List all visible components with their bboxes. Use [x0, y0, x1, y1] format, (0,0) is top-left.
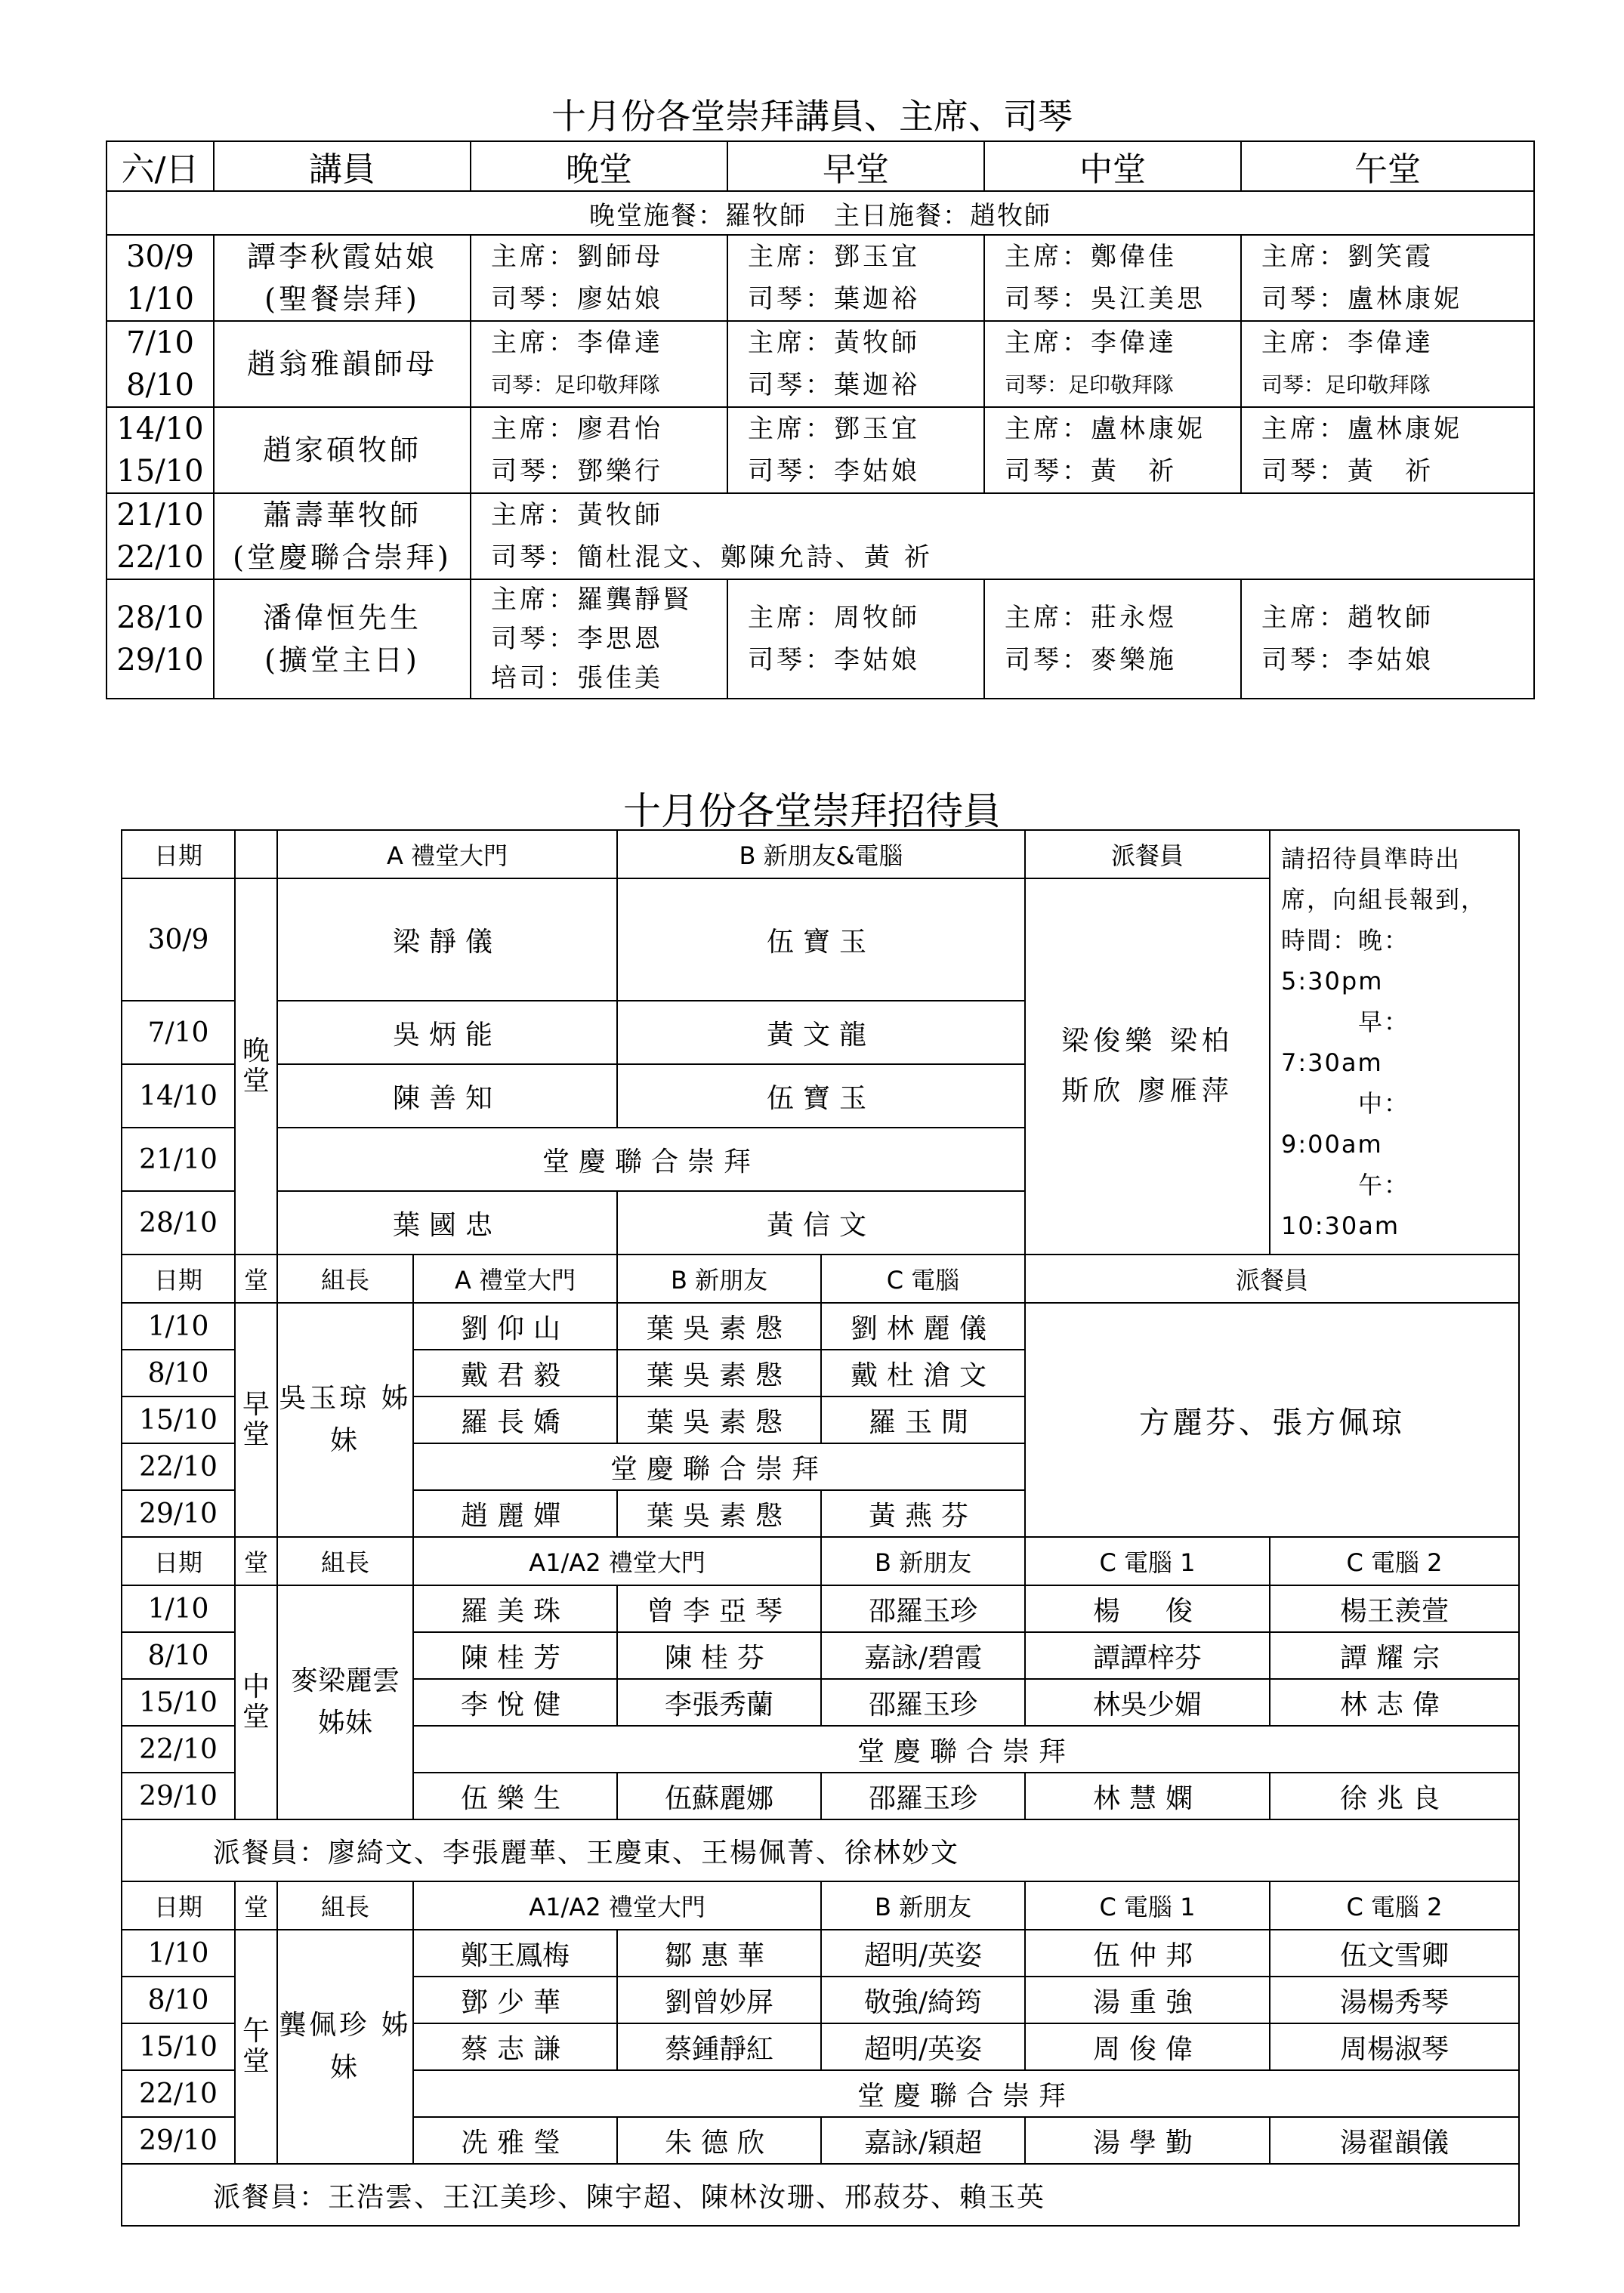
- computer-usher: 劉林麗儀: [821, 1303, 1025, 1350]
- computer-usher-1: 周俊偉: [1025, 2023, 1270, 2070]
- newcomer-usher: 邵羅玉珍: [821, 1773, 1025, 1819]
- header-date: 日期: [122, 1537, 235, 1585]
- date: 8/10: [126, 368, 194, 403]
- computer-usher-2: 楊王羨萱: [1270, 1585, 1519, 1632]
- meal-servers: 派餐員：廖綺文、李張麗華、王慶東、王楊佩菁、徐林妙文: [122, 1819, 1519, 1881]
- pianist: 司琴：李姑娘: [1261, 645, 1434, 675]
- date: 14/10: [122, 1064, 235, 1128]
- header-date: 日期: [122, 1255, 235, 1303]
- date: 15/10: [122, 2023, 235, 2070]
- newcomer-usher: 黃信文: [617, 1191, 1025, 1255]
- notice-line: 中：9:00am: [1281, 1089, 1410, 1159]
- chair: 主席：盧林康妮: [1261, 414, 1462, 444]
- gate-usher-2: 劉曾妙屏: [617, 1977, 821, 2023]
- newcomer-usher: 伍寶玉: [617, 1064, 1025, 1128]
- chair: 主席：劉笑霞: [1261, 242, 1434, 272]
- date: 22/10: [122, 2070, 235, 2117]
- date: 1/10: [122, 1303, 235, 1350]
- header-gate: A 禮堂大門: [413, 1255, 617, 1303]
- date: 1/10: [122, 1930, 235, 1977]
- trainee-pianist: 培司：張佳美: [491, 663, 663, 693]
- gate-usher-1: 羅美珠: [413, 1585, 617, 1632]
- chair: 主席：莊永煜: [1005, 603, 1177, 633]
- schedule-row: [107, 407, 1534, 493]
- group-leader: 龔佩珍 姊妹: [277, 1930, 413, 2164]
- meal-servers: 梁俊樂 梁柏斯欣 廖雁萍: [1025, 878, 1270, 1255]
- gate-usher: 趙麗嬋: [413, 1490, 617, 1537]
- notice-line: 午：10:30am: [1281, 1171, 1410, 1240]
- usher-notice: [1270, 830, 1519, 1255]
- date: 22/10: [116, 540, 204, 575]
- gate-usher: 劉仰山: [413, 1303, 617, 1350]
- service-label: 中堂: [235, 1585, 277, 1819]
- header-leader: 組長: [277, 1881, 413, 1930]
- chair: 主席：鄭偉佳: [1005, 242, 1177, 272]
- newcomer-usher: 邵羅玉珍: [821, 1679, 1025, 1726]
- gate-usher-1: 鄭王鳳梅: [413, 1930, 617, 1977]
- header-gate: A1/A2 禮堂大門: [413, 1537, 821, 1585]
- schedule-row: [107, 321, 1534, 407]
- date: 7/10: [126, 326, 194, 360]
- header-date: 日期: [122, 830, 235, 878]
- joint-service: 堂慶聯合崇拜: [413, 1443, 1025, 1490]
- gate-usher: 吳炳能: [277, 1001, 617, 1064]
- group-leader: 吳玉琼 姊妹: [277, 1303, 413, 1537]
- newcomer-usher: 葉吳素慇: [617, 1303, 821, 1350]
- header-server: 派餐員: [1025, 1255, 1519, 1303]
- joint-service: 堂慶聯合崇拜: [413, 2070, 1519, 2117]
- newcomer-usher: 葉吳素慇: [617, 1490, 821, 1537]
- computer-usher-2: 伍文雪卿: [1270, 1930, 1519, 1977]
- computer-usher-1: 林吳少媚: [1025, 1679, 1270, 1726]
- chair: 主席：盧林康妮: [1005, 414, 1206, 444]
- date: 22/10: [122, 1443, 235, 1490]
- meal-note: 晚堂施餐：羅牧師 主日施餐：趙牧師: [107, 191, 1534, 235]
- chair: 主席：趙牧師: [1261, 603, 1434, 633]
- computer-usher-1: 湯學勤: [1025, 2117, 1270, 2164]
- gate-usher-2: 鄒惠華: [617, 1930, 821, 1977]
- header-service: 堂: [235, 1537, 277, 1585]
- header-computer-2: C 電腦 2: [1270, 1881, 1519, 1930]
- pianist: 司琴：麥樂施: [1005, 645, 1177, 675]
- speaker: 趙家碩牧師: [262, 434, 421, 467]
- header-gate: A1/A2 禮堂大門: [413, 1881, 821, 1930]
- service-label: 午堂: [235, 1930, 277, 2164]
- chair: 主席：黃牧師: [748, 328, 920, 358]
- newcomer-usher: 邵羅玉珍: [821, 1585, 1025, 1632]
- meal-servers: 方麗芬、張方佩琼: [1025, 1303, 1519, 1537]
- date: 7/10: [122, 1001, 235, 1064]
- date: 15/10: [122, 1679, 235, 1726]
- date: 28/10: [122, 1191, 235, 1255]
- newcomer-usher: 伍寶玉: [617, 878, 1025, 1001]
- newcomer-usher: 葉吳素慇: [617, 1350, 821, 1396]
- gate-usher-2: 伍蘇麗娜: [617, 1773, 821, 1819]
- pianist: 司琴：足印敬拜隊: [1005, 372, 1175, 397]
- chair: 主席：李偉達: [491, 328, 663, 358]
- chair: 主席：羅龔靜賢: [491, 585, 692, 615]
- date: 8/10: [122, 1350, 235, 1396]
- speaker: 蕭壽華牧師: [262, 498, 421, 532]
- date: 1/10: [122, 1585, 235, 1632]
- newcomer-usher: 超明/英姿: [821, 2023, 1025, 2070]
- header-service: 堂: [235, 1255, 277, 1303]
- header-server: 派餐員: [1025, 830, 1270, 878]
- gate-usher-2: 曾李亞琴: [617, 1585, 821, 1632]
- chair: 主席：廖君怡: [491, 414, 663, 444]
- date: 30/9: [126, 239, 194, 274]
- header-date: 六/日: [107, 141, 214, 191]
- joint-service: 堂慶聯合崇拜: [413, 1726, 1519, 1773]
- computer-usher-1: 楊 俊: [1025, 1585, 1270, 1632]
- gate-usher-2: 蔡鍾靜紅: [617, 2023, 821, 2070]
- chair: 主席：鄧玉宜: [748, 414, 920, 444]
- computer-usher-2: 徐兆良: [1270, 1773, 1519, 1819]
- chair: 主席：劉師母: [491, 242, 663, 272]
- schedule-row: [107, 235, 1534, 321]
- pianist: 司琴：鄧樂行: [491, 456, 663, 486]
- notice-line: 請招待員準時出: [1281, 844, 1462, 873]
- gate-usher-2: 陳桂芬: [617, 1632, 821, 1679]
- date: 14/10: [116, 412, 204, 446]
- date: 29/10: [122, 1490, 235, 1537]
- date: 1/10: [126, 282, 194, 316]
- header-leader: 組長: [277, 1255, 413, 1303]
- header-date: 日期: [122, 1881, 235, 1930]
- header-noon: 中堂: [984, 141, 1241, 191]
- date: 8/10: [122, 1632, 235, 1679]
- gate-usher: 陳善知: [277, 1064, 617, 1128]
- computer-usher-2: 譚耀宗: [1270, 1632, 1519, 1679]
- speaker: 趙翁雅韻師母: [246, 347, 437, 381]
- computer-usher-2: 林志偉: [1270, 1679, 1519, 1726]
- usher-title: 十月份各堂崇拜招待員: [623, 789, 1001, 833]
- pianist: 司琴：黃 祈: [1261, 456, 1434, 486]
- computer-usher-2: 湯楊秀琴: [1270, 1977, 1519, 2023]
- date: 29/10: [122, 2117, 235, 2164]
- gate-usher-1: 李悅健: [413, 1679, 617, 1726]
- computer-usher-1: 伍仲邦: [1025, 1930, 1270, 1977]
- header-computer-1: C 電腦 1: [1025, 1881, 1270, 1930]
- header-afternoon: 午堂: [1241, 141, 1534, 191]
- header-newcomer: B 新朋友&電腦: [617, 830, 1025, 878]
- header-computer-1: C 電腦 1: [1025, 1537, 1270, 1585]
- date: 28/10: [116, 600, 204, 635]
- notice-line: 早：7:30am: [1281, 1008, 1410, 1077]
- table-row: [122, 1303, 1519, 1350]
- gate-usher: 葉國忠: [277, 1191, 617, 1255]
- date: 21/10: [116, 498, 204, 532]
- group-leader: 麥梁麗雲 姊妹: [277, 1585, 413, 1819]
- newcomer-usher: 敬強/綺筠: [821, 1977, 1025, 2023]
- pianist: 司琴：李思恩: [491, 624, 663, 654]
- header-newcomer: B 新朋友: [617, 1255, 821, 1303]
- gate-usher-1: 蔡志謙: [413, 2023, 617, 2070]
- date: 29/10: [122, 1773, 235, 1819]
- service-label: 早堂: [235, 1303, 277, 1537]
- gate-usher-1: 陳桂芳: [413, 1632, 617, 1679]
- header-speaker: 講員: [214, 141, 471, 191]
- speaker-note: (聖餐崇拜): [264, 282, 420, 316]
- notice-line: 席，向組長報到，: [1281, 885, 1487, 914]
- date: 15/10: [122, 1396, 235, 1443]
- chair: 主席：黃牧師: [491, 500, 663, 530]
- header-gate: A 禮堂大門: [277, 830, 617, 878]
- gate-usher-2: 朱德欣: [617, 2117, 821, 2164]
- gate-usher-2: 李張秀蘭: [617, 1679, 821, 1726]
- pianist: 司琴：葉迦裕: [748, 284, 920, 314]
- meal-servers: 派餐員：王浩雲、王江美珍、陳宇超、陳林汝珊、邢菽芬、賴玉英: [122, 2164, 1519, 2226]
- schedule-title: 十月份各堂崇拜講員、主席、司琴: [551, 96, 1073, 137]
- pianist: 司琴：盧林康妮: [1261, 284, 1462, 314]
- date: 30/9: [122, 878, 235, 1001]
- pianist: 司琴：黃 祈: [1005, 456, 1177, 486]
- speaker-note: (堂慶聯合崇拜): [233, 541, 452, 574]
- pianist: 司琴：足印敬拜隊: [491, 372, 661, 397]
- computer-usher: 黃燕芬: [821, 1490, 1025, 1537]
- gate-usher: 戴君毅: [413, 1350, 617, 1396]
- header-service: 堂: [235, 1881, 277, 1930]
- computer-usher-2: 周楊淑琴: [1270, 2023, 1519, 2070]
- pianist: 司琴：足印敬拜隊: [1261, 372, 1431, 397]
- pianist: 司琴：李姑娘: [748, 645, 920, 675]
- pianist: 司琴：李姑娘: [748, 456, 920, 486]
- chair: 主席：鄧玉宜: [748, 242, 920, 272]
- newcomer-usher: 嘉詠/碧霞: [821, 1632, 1025, 1679]
- table-row: [122, 1585, 1519, 1632]
- gate-usher: 羅長嬌: [413, 1396, 617, 1443]
- gate-usher-1: 伍樂生: [413, 1773, 617, 1819]
- pianist: 司琴：葉迦裕: [748, 370, 920, 400]
- speaker: 譚李秋霞姑娘: [246, 240, 437, 273]
- gate-usher-1: 冼雅瑩: [413, 2117, 617, 2164]
- header-computer: C 電腦: [821, 1255, 1025, 1303]
- gate-usher-1: 鄧少華: [413, 1977, 617, 2023]
- date: 21/10: [122, 1128, 235, 1191]
- newcomer-usher: 嘉詠/穎超: [821, 2117, 1025, 2164]
- date: 29/10: [116, 643, 204, 677]
- gate-usher: 梁靜儀: [277, 878, 617, 1001]
- computer-usher-2: 湯翟韻儀: [1270, 2117, 1519, 2164]
- newcomer-usher: 超明/英姿: [821, 1930, 1025, 1977]
- speaker-note: (擴堂主日): [264, 643, 420, 677]
- header-evening: 晚堂: [471, 141, 727, 191]
- chair: 主席：李偉達: [1005, 328, 1177, 358]
- newcomer-usher: 黃文龍: [617, 1001, 1025, 1064]
- newcomer-usher: 葉吳素慇: [617, 1396, 821, 1443]
- date: 8/10: [122, 1977, 235, 2023]
- computer-usher-1: 湯重強: [1025, 1977, 1270, 2023]
- chair: 主席：周牧師: [748, 603, 920, 633]
- table-row: [122, 1930, 1519, 1977]
- computer-usher: 戴杜滄文: [821, 1350, 1025, 1396]
- schedule-row: [107, 493, 1534, 579]
- pianist: 司琴：簡杜混文、鄭陳允詩、黃 祈: [491, 542, 933, 572]
- header-newcomer: B 新朋友: [821, 1537, 1025, 1585]
- schedule-row: [107, 579, 1534, 699]
- computer-usher-1: 譚譚梓芬: [1025, 1632, 1270, 1679]
- date: 22/10: [122, 1726, 235, 1773]
- computer-usher-1: 林慧嫻: [1025, 1773, 1270, 1819]
- date: 15/10: [116, 454, 204, 489]
- computer-usher: 羅玉閒: [821, 1396, 1025, 1443]
- speaker-schedule-table: [106, 140, 1535, 699]
- speaker: 潘偉恒先生: [262, 601, 421, 634]
- usher-table: [121, 829, 1520, 2227]
- header-computer-2: C 電腦 2: [1270, 1537, 1519, 1585]
- chair: 主席：李偉達: [1261, 328, 1434, 358]
- notice-line: 時間：晚：5:30pm: [1281, 926, 1410, 995]
- header-newcomer: B 新朋友: [821, 1881, 1025, 1930]
- pianist: 司琴：吳江美思: [1005, 284, 1206, 314]
- service-label: 晚堂: [235, 878, 277, 1255]
- joint-service: 堂慶聯合崇拜: [277, 1128, 1025, 1191]
- header-morning: 早堂: [727, 141, 984, 191]
- pianist: 司琴：廖姑娘: [491, 284, 663, 314]
- header-leader: 組長: [277, 1537, 413, 1585]
